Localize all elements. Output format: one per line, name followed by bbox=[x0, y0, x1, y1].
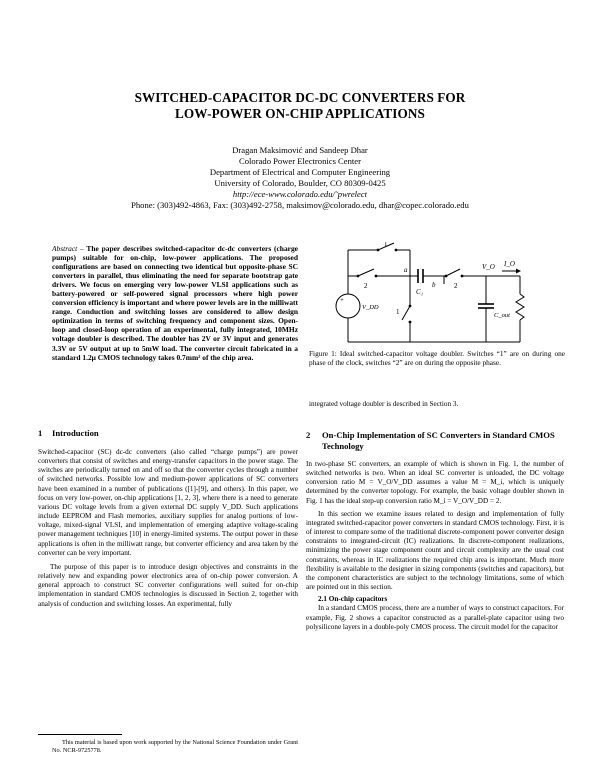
subsection-2-1-body bbox=[306, 604, 564, 631]
affiliation-center: Colorado Power Electronics Center bbox=[239, 156, 361, 166]
footnote-divider bbox=[38, 734, 122, 735]
section-2-number: 2 bbox=[306, 430, 311, 440]
intro-continuation: integrated voltage doubler is described in Section 3. bbox=[309, 400, 459, 408]
title-line-1: SWITCHED-CAPACITOR DC-DC CONVERTERS FOR bbox=[134, 90, 466, 105]
affiliation-university: University of Colorado, Boulder, CO 80309-0425 bbox=[214, 178, 386, 188]
title-line-2: LOW-POWER ON-CHIP APPLICATIONS bbox=[175, 105, 425, 121]
label-node-b: b bbox=[432, 281, 436, 289]
current-arrowhead bbox=[516, 269, 521, 274]
abstract-text: The paper describes switched-capacitor dc-dc converters (charge pumps) suitable for on-chip, low-power applications. The proposed configurations are based on connecting two identical but opposite-phase SC converters in parallel, thus eliminating the need for separate bootstrap gate drivers. We focus on emerging very low-power VLSI applications such as battery-powered or self-powered signal processors where high power conversion efficiency is important and where power levels are in the milliwatt range. Conduction and switching losses are considered to allow design optimization in terms of switching frequency and component sizes. Open-loop and closed-loop operation of an experimental, fully integrated, 10MHz voltage doubler is described. The doubler has 2V or 3V input and generates 3.3V or 5V output at up to 5mW load. The converter circuit fabricated in a standard 1.2μ CMOS technology takes 0.7mm² of the chip area. bbox=[52, 244, 298, 362]
label-io: I_O bbox=[504, 260, 515, 268]
source-plus-sign: + bbox=[340, 296, 344, 304]
section-2-title: On-Chip Implementation of SC Converters in Standard CMOS Technology bbox=[322, 430, 555, 451]
load-resistor bbox=[516, 294, 524, 320]
section-1-paragraph: The purpose of this paper is to introduce design objectives and constraints in the relatively new and expanding power electronics area of on-chip power conversion. A general approach to construct SC converter configurations well suited for on-chip implementation in standard CMOS technologies is discussed in Section 2, together with analysis of conduction and switching losses. An experimental, fully bbox=[38, 562, 298, 608]
section-1-heading bbox=[38, 428, 298, 439]
affiliation-department: Department of Electrical and Computer Engineering bbox=[209, 167, 391, 177]
switch-contact bbox=[445, 275, 448, 278]
subsection-2-1-paragraph: In a standard CMOS process, there are a number of ways to construct capacitors. For example, Fig. 2 shows a capacitor constructed as a parallel-plate capacitor using two polysilicone layers in a double-poly CMOS process. The circuit model for the capacitor bbox=[306, 604, 564, 631]
section-1-body bbox=[38, 448, 298, 609]
figure-1-circuit bbox=[326, 242, 532, 348]
paper-title bbox=[60, 90, 540, 121]
switch-contact bbox=[377, 249, 380, 252]
label-switch-2-left: 2 bbox=[364, 282, 368, 290]
switch-contact bbox=[409, 321, 412, 324]
figure-1-caption: Figure 1: Ideal switched-capacitor voltage doubler. Switches “1” are on during one phase of the clock, switches “2” are on during the opposite phase. bbox=[309, 349, 565, 368]
contact-line: Phone: (303)492-4863, Fax: (303)492-2758, maksimov@colorado.edu, dhar@copec.colorado.edu bbox=[131, 200, 469, 210]
section-1-title: Introduction bbox=[52, 428, 99, 438]
subsection-2-1-title: On-chip capacitors bbox=[328, 595, 388, 604]
abstract-label: Abstract – bbox=[52, 244, 84, 253]
section-2-paragraph: In two-phase SC converters, an example of which is shown in Fig. 1, the number of switched networks is two. When an ideal SC converter is unloaded, the DC voltage conversion ratio M = V_O/V_DD assumes a value M = M_i, which is uniquely determined by the converter topology. For example, the basic voltage doubler shown in Fig. 1 has the ideal step-up conversion ratio M_i = V_O/V_DD = 2. bbox=[306, 460, 564, 505]
label-switch-2-right: 2 bbox=[454, 282, 458, 290]
section-2 bbox=[306, 430, 564, 632]
subsection-2-1-heading bbox=[306, 595, 564, 604]
abstract bbox=[52, 244, 298, 362]
footnote-text: This material is based upon work supported by the National Science Foundation under Grant No. NCR-9725778. bbox=[52, 739, 298, 754]
switch-contact bbox=[375, 275, 378, 278]
subsection-2-1-number: 2.1 bbox=[318, 595, 327, 604]
section-1-number: 1 bbox=[38, 428, 43, 438]
section-2-heading bbox=[306, 430, 564, 452]
label-vo: V_O bbox=[482, 263, 495, 271]
label-vdd: V_DD bbox=[362, 304, 379, 311]
switch-contact bbox=[461, 275, 464, 278]
section-2-paragraph: In this section we examine issues related to design and implementation of fully integrated switched-capacitor power converters in standard CMOS technology. First, it is of interest to compare some of the traditional discrete-component power converter design constraints to integrated-circuit (IC) realizations. In discrete-component realizations, minimizing the power stage component count and circuit complexity are the usual cost constraints, whereas in IC realizations the required chip area is important. Much more flexibility is available to the designer in sizing components (switches and capacitors), but the component characteristics are subject to the technology limitations, some of which are pointed out in this section. bbox=[306, 509, 564, 592]
label-switch-1-top: 1 bbox=[384, 242, 388, 248]
switch-2-right bbox=[446, 269, 460, 276]
author-block bbox=[60, 145, 540, 211]
switch-2-left bbox=[358, 269, 374, 276]
label-capacitor-c1: C₁ bbox=[416, 288, 424, 296]
label-cout: C_out bbox=[494, 312, 510, 319]
label-node-a: a bbox=[404, 266, 408, 274]
section-1-paragraph: Switched-capacitor (SC) dc-dc converters (also called “charge pumps”) are power converters that consist of switches and energy-transfer capacitors in the power stage. The switches are periodically turned on and off so that the converter cycles through a number of switched networks. Possible low and medium-power applications of SC converters have been examined in a number of publications ([1]-[9], and others). In this paper, we focus on very low-power, on-chip applications [1, 2, 3], where there is a need to generate various DC voltage levels from a given external DC supply V_DD. Such applications include EEPROM and Flash memories, auxiliary supplies for analog portions of low-voltage, mixed-signal VLSI, and implementation of emerging adaptive voltage-scaling power management techniques [10] in energy-limited systems. The output power in these applications is often in the milliwatt range, but converter efficiency and area taken by the converter can be very important. bbox=[38, 448, 298, 557]
switch-contact bbox=[409, 305, 412, 308]
switch-contact bbox=[357, 275, 360, 278]
footnote bbox=[52, 739, 298, 755]
switch-1-mid bbox=[402, 306, 410, 320]
authors: Dragan Maksimović and Sandeep Dhar bbox=[232, 145, 368, 155]
label-switch-1-mid: 1 bbox=[396, 308, 400, 316]
section-2-body bbox=[306, 460, 564, 592]
author-url[interactable]: http://ece-www.colorado.edu/˜pwrelect bbox=[232, 189, 368, 199]
section-1 bbox=[38, 428, 298, 609]
switch-contact bbox=[395, 249, 398, 252]
